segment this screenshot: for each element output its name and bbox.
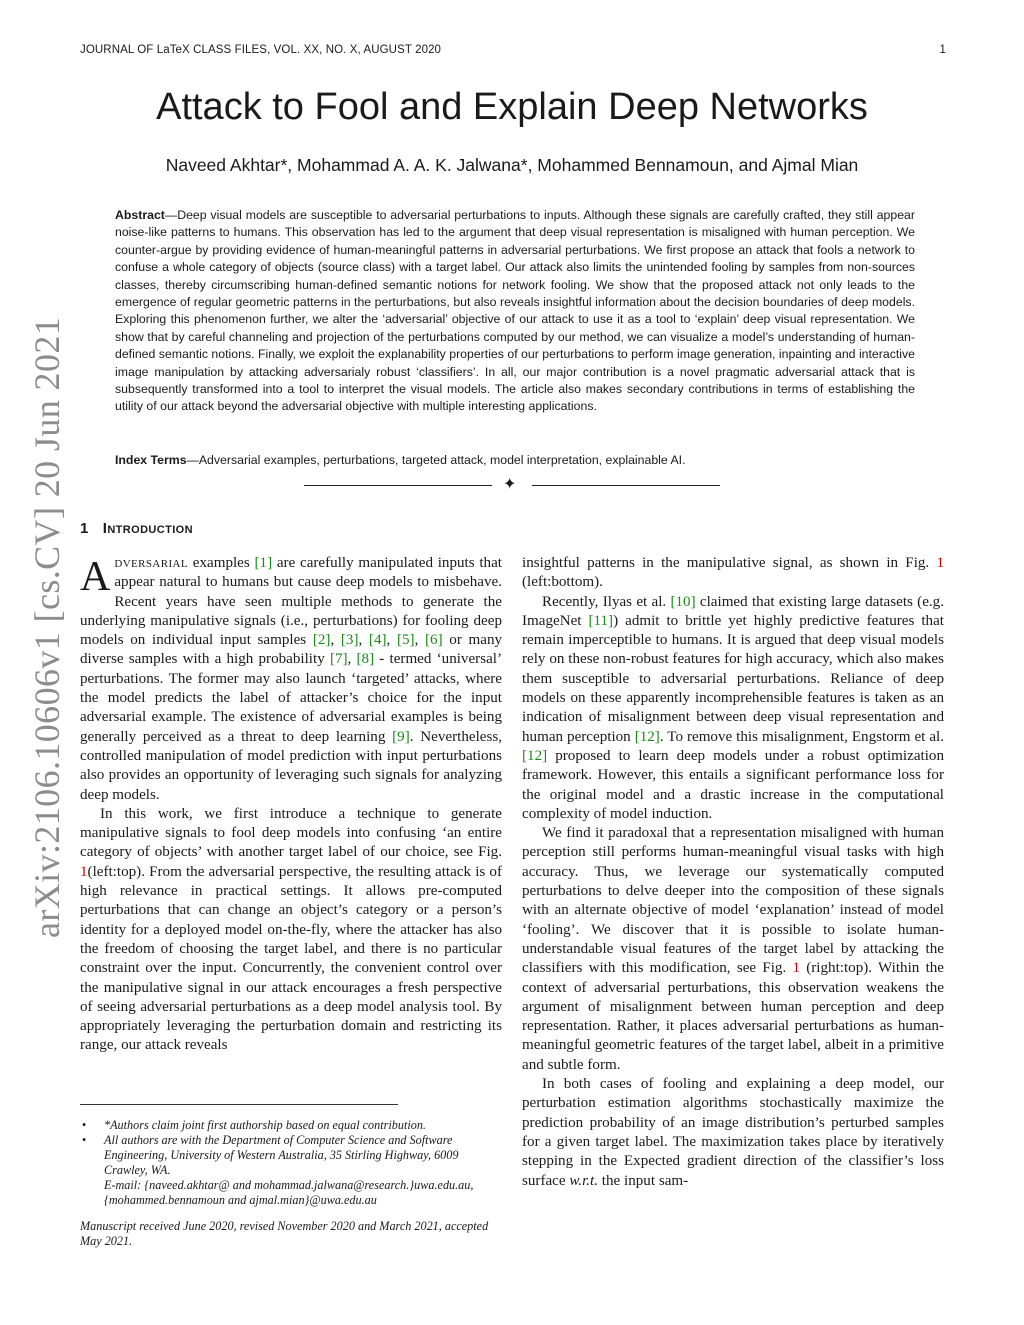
- text: - termed ‘universal’ perturbations. The former may also launch ‘targeted’ attacks, where the model predicts the label of attacker’s choice for the input adversarial example. The existence of adversarial examples is being generally perceived as a threat to deep learning: [80, 651, 502, 745]
- text: the input sam-: [598, 1172, 689, 1189]
- footnotes: [80, 1118, 502, 1249]
- text: Recently, Ilyas et al.: [542, 593, 671, 610]
- citation-link[interactable]: [11]: [588, 612, 614, 629]
- citation-link[interactable]: [3]: [340, 632, 359, 649]
- text: or many diverse samples with a high probability: [80, 632, 503, 668]
- journal-name: JOURNAL OF LaTeX CLASS FILES, VOL. XX, NO. X, AUGUST 2020: [80, 44, 442, 56]
- section-divider: [300, 478, 725, 494]
- text: proposed to learn deep models under a robust optimization framework. However, this entails a significant performance loss for the original model and a drastic increase in the computational complexity of model induction.: [522, 747, 944, 822]
- running-header: [80, 44, 946, 60]
- emphasis: w.r.t.: [569, 1172, 599, 1189]
- text: examples: [188, 555, 255, 571]
- paragraph: [80, 805, 502, 1056]
- text: (left:bottom).: [522, 574, 603, 591]
- bullet-icon: •: [82, 1118, 87, 1132]
- divider-star-icon: ✦: [503, 476, 517, 493]
- page-number: 1: [939, 44, 946, 56]
- text: insightful patterns in the manipulative signal, as shown in Fig.: [522, 555, 937, 571]
- paragraph: [522, 593, 944, 825]
- footnote-item: [80, 1118, 502, 1133]
- index-terms-label: Index Terms: [115, 453, 187, 467]
- citation-link[interactable]: [6]: [425, 632, 443, 649]
- abstract-label: Abstract: [115, 208, 165, 222]
- footnote-rule: [80, 1104, 398, 1105]
- paragraph: [522, 1075, 944, 1191]
- section-title: Introduction: [102, 520, 193, 537]
- text: . Nevertheless, controlled manipulation of model prediction with input perturbations also provides an opportunity of leveraging such signals for analyzing deep models.: [80, 728, 502, 803]
- divider-line-right: [532, 485, 720, 486]
- citation-link[interactable]: [2]: [312, 632, 331, 649]
- abstract-text: —Deep visual models are susceptible to adversarial perturbations to inputs. Although these signals are carefully crafted, they still appear noise-like patterns to humans. This observation has led to the argument that deep visual representation is misaligned with human perception. We counter-argue by providing evidence of human-meaningful patterns in adversarial perturbations. We first propose an attack that fools a network to confuse a whole category of objects (source class) with a target label. Our attack also limits the unintended fooling by samples from non-sources classes, thereby circumscribing human-defined semantic notions for network fooling. We show that the proposed attack not only leads to the emergence of regular geometric patterns in the perturbations, but also reveals insightful information about the decision boundaries of deep models. Exploring this phenomenon further, we alter the ‘adversarial’ objective of our attack to use it as a tool to ‘explain’ deep visual representation. We show that by careful channeling and projection of the perturbations computed by our method, we can visualize a model’s understanding of human-defined semantic notions. Finally, we exploit the explanability properties of our perturbations to perform image generation, inpainting and interactive image manipulation by attacking adversarialy robust ‘classifiers’. In all, our major contribution is a novel pragmatic adversarial attack that is subsequently transformed into a tool to interpret the visual models. The article also makes secondary contributions in terms of establishing the utility of our attack beyond the adversarial objective with multiple interesting applications.: [115, 208, 915, 414]
- section-heading: [80, 520, 193, 537]
- text: In this work, we first introduce a technique to generate manipulative signals to fool deep models into confusing ‘an entire category of objects’ with another target label of our choice, see Fig.: [80, 805, 502, 861]
- right-column: [522, 554, 944, 1191]
- index-terms-text: —Adversarial examples, perturbations, targeted attack, model interpretation, explainable AI.: [186, 453, 686, 467]
- text: . To remove this misalignment, Engstorm et al.: [659, 728, 944, 745]
- citation-link[interactable]: [10]: [670, 593, 696, 610]
- text: We find it paradoxal that a representation misaligned with human perception still performs human-meaningful visual tasks with high accuracy. Thus, we leverage our systematically computed perturbations to delve deeper into the composition of these signals with an alternate objective of model ‘explanation’ instead of model ‘fooling’. We discover that it is possible to isolate human-understandable visual features of the target label by attacking the classifiers with this modification, see Fig.: [522, 825, 944, 977]
- drop-cap: A: [80, 554, 111, 600]
- citation-link[interactable]: [5]: [396, 632, 415, 649]
- citation-link[interactable]: [4]: [368, 632, 387, 649]
- paragraph: Adversarial examples [1] are carefully manipulated inputs that appear natural to humans but cause deep models to misbehave. Recent years have seen multiple methods to generate the underlying manipulative signals (i.e., perturbations) for fooling deep models on individual input samples [2], [3], [4], [5], [6] or many diverse samples with a high probability [7], [8] - termed ‘universal’ perturbations. The former may also launch ‘targeted’ attacks, where the model predicts the label of attacker’s choice for the input adversarial example. The existence of adversarial examples is being generally perceived as a threat to deep learning [9]. Nevertheless, controlled manipulation of model prediction with input perturbations also provides an opportunity of leveraging such signals for analyzing deep models.: [80, 554, 503, 803]
- bullet-icon: •: [82, 1133, 87, 1148]
- author-list: Naveed Akhtar*, Mohammad A. A. K. Jalwana*, Mohammed Bennamoun, and Ajmal Mian: [165, 155, 859, 175]
- citation-link[interactable]: [9]: [392, 728, 410, 745]
- footnote-item: [80, 1133, 502, 1208]
- text: ) admit to brittle yet highly predictive features that remain imperceptible to humans. It is argued that deep visual models rely on these non-robust features for high accuracy, which also makes them susceptible to adversarial perturbations. Reliance of deep models on these apparently incomprehensible features is taken as an indication of misalignment between deep visual representation and human perception: [522, 612, 944, 745]
- figure-link[interactable]: 1: [80, 863, 88, 880]
- footnote-text: All authors are with the Department of Computer Science and Software Engineering, University of Western Australia, 35 Stirling Highway, 6009 Crawley, WA.: [104, 1133, 459, 1178]
- paragraph: [522, 824, 944, 1075]
- section-number: 1: [80, 520, 89, 537]
- left-column: [80, 554, 502, 1056]
- footnote-text: *Authors claim joint first authorship based on equal contribution.: [104, 1118, 426, 1132]
- footnote-email: E-mail: {naveed.akhtar@ and mohammad.jalwana@research.}uwa.edu.au, {mohammed.bennamoun and ajmal.mian}@uwa.edu.au: [104, 1178, 474, 1208]
- text: claimed that existing large datasets (e.g. ImageNet: [522, 593, 944, 629]
- footnote-list: [80, 1118, 502, 1209]
- arxiv-identifier-stamp: arXiv:2106.10606v1 [cs.CV] 20 Jun 2021: [27, 316, 67, 938]
- abstract: [115, 207, 915, 416]
- paragraph: [522, 554, 944, 593]
- figure-link[interactable]: 1: [792, 960, 801, 977]
- index-terms: [115, 452, 915, 469]
- text: In both cases of fooling and explaining a deep model, our perturbation estimation algorithms stochastically maximize the prediction probability of an image distribution’s perturbed samples for a given target label. The maximization takes place by iteratively stepping in the Expected gradient direction of the classifier’s loss surface: [522, 1076, 944, 1189]
- figure-link[interactable]: 1: [936, 555, 944, 571]
- citation-link[interactable]: [12]: [522, 747, 548, 764]
- citation-link[interactable]: [12]: [634, 728, 660, 745]
- text: are carefully manipulated inputs that appear natural to humans but cause deep models to misbehave. Recent years have seen multiple methods to generate the underlying manipulative signals (i.e., perturbations) for fooling deep models on individual input samples: [80, 555, 502, 649]
- text: (left:top). From the adversarial perspective, the resulting attack is of high relevance in practical settings. It allows pre-computed perturbations that can change an object’s category or a person’s identity for a deployed model on-the-fly, where the attacker has also the freedom of choosing the target label, and there is no particular constraint over the input. Concurrently, the convenient control over the manipulative signal in our attack encourages a fresh perspective of seeing adversarial perturbations as a deep model analysis tool. By appropriately leveraging the perturbation domain and restricting its range, our attack reveals: [80, 863, 502, 1054]
- smallcaps-word: dversarial: [114, 555, 189, 571]
- divider-line-left: [304, 485, 492, 486]
- citation-link[interactable]: [1]: [254, 555, 273, 571]
- paper-title: Attack to Fool and Explain Deep Networks: [156, 86, 868, 128]
- text: (right:top). Within the context of adversarial perturbations, this observation weakens the argument of misalignment between human perception and deep representation. Rather, it places adversarial perturbations as human-meaningful geometric features of the target label, albeit in a primitive and subtle form.: [522, 960, 945, 1073]
- citation-link[interactable]: [7]: [329, 651, 348, 668]
- manuscript-dates: Manuscript received June 2020, revised November 2020 and March 2021, accepted May 2021.: [80, 1218, 489, 1248]
- citation-link[interactable]: [8]: [356, 651, 375, 668]
